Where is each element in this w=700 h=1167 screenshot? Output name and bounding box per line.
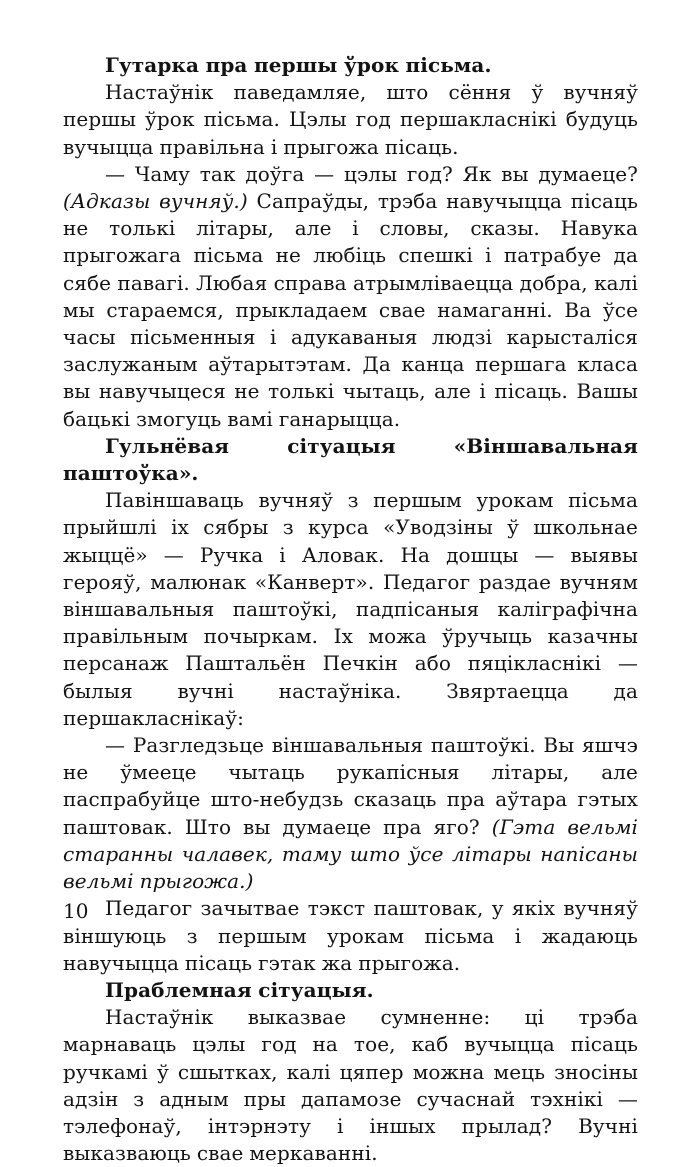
paragraph-heading-problem-situation [63,977,638,1004]
paragraph-why-so-long [63,161,638,433]
expected-answer-italic: (Гэта вельмі старанны чалавек, таму што ўсе літары напісаны вельмі прыгожа.) [63,814,638,894]
paragraph-examine-postcards [63,732,638,895]
paragraph-text: Настаўнік паведамляе, што сёння ў вучняў першы ўрок пісьма. Цэлы год першакласнікі будуць вучыцца правільна і прыгожа пісаць. [63,80,638,159]
paragraph-heading-game-situation [63,433,638,487]
text-block [63,52,638,1167]
paragraph-teacher-reads-postcards [63,895,638,977]
paragraph-congratulate-pupils [63,487,638,732]
paragraph-text: — Чаму так доўга — цэлы год? Як вы думаеце? [105,161,638,186]
paragraph-text: — Разгледзьце віншавальныя паштоўкі. Вы яшчэ не ўмееце чытаць рукапісныя літары, але паспрабуйце што-небудзь сказаць пра аўтара гэтых паштовак. Што вы думаеце пра яго? [63,733,638,839]
pupils-answers-italic: (Адказы вучняў.) [63,189,248,214]
paragraph-text: Сапраўды, трэба навучыцца пісаць не толькі літары, але і словы, сказы. Навука прыгожага пісьма не любіць спешкі і патрабуе да сябе павагі. Любая справа атрымліваецца добра, калі мы стараемся, прыкладаем свае намаганні. Ва ўсе часы пісьменныя і адукаваныя людзі карысталіся заслужаным аўтарытэтам. Да канца першага класа вы навучыцеся не толькі чытаць, але і пісаць. Вашы бацькі змогуць вамі ганарыцца. [63,189,638,431]
paragraph-text: Павіншаваць вучняў з першым урокам пісьма прыйшлі іх сябры з курса «Уводзіны ў школьнае жыццё» — Ручка і Аловак. На дошцы — выявы герояў, малюнак «Канверт». Педагог раздае вучням віншавальныя паштоўкі, падпісаныя каліграфічна правільным почыркам. Іх можа ўручыць казачны персанаж Паштальён Печкін або пяцікласнікі — былыя вучні настаўніка. Звяртаецца да першакласнікаў: [63,488,638,730]
paragraph-teacher-announces [63,79,638,161]
paragraph-teacher-doubt [63,1004,638,1167]
paragraph-heading-conversation [63,52,638,79]
section-heading-text: Праблемная сітуацыя. [105,977,374,1002]
paragraph-text: Настаўнік выказвае сумненне: ці трэба марнаваць цэлы год на тое, каб вучыцца пісаць ручкамі ў сшытках, калі цяпер можна мець зносіны адзін з адным пры дапамозе сучаснай тэхнікі — тэлефонаў, інтэрнэту і іншых прылад? Вучні выказваюць свае меркаванні. [63,1005,638,1166]
page-number: 10 [63,899,89,923]
section-heading-text: Гульнёвая сітуацыя «Віншавальная паштоўка». [63,433,638,486]
paragraph-text: Педагог зачытвае тэкст паштовак, у якіх вучняў віншуюць з першым урокам пісьма і жадаюць навучыцца пісаць гэтак жа прыгожа. [63,896,638,975]
section-heading-text: Гутарка пра першы ўрок пісьма. [105,53,492,77]
